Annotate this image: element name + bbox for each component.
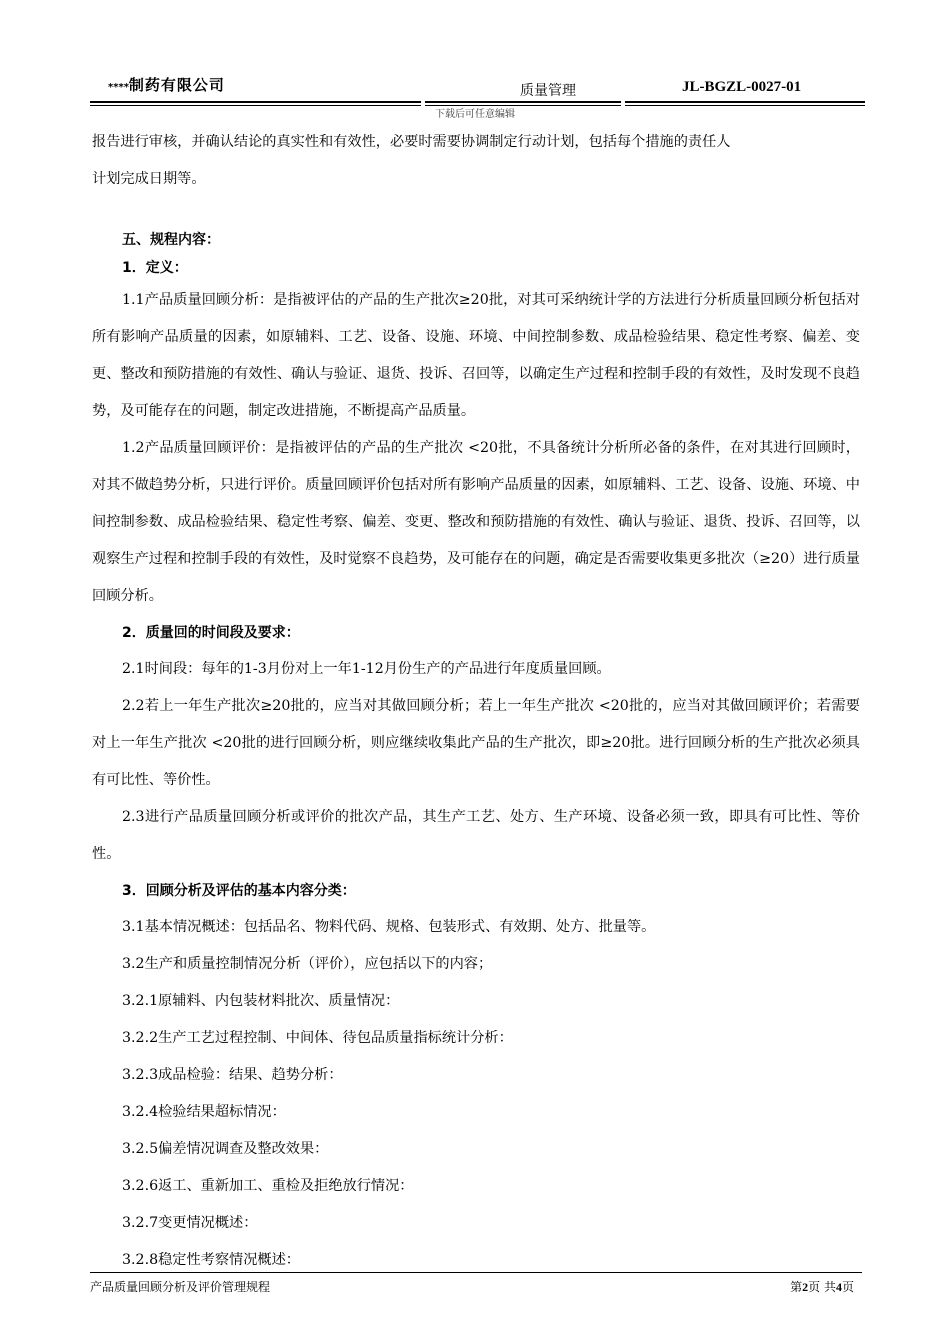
page-footer xyxy=(90,1272,862,1294)
subsection-heading: 3．回顾分析及评估的基本内容分类： xyxy=(122,883,356,899)
subsection-heading: 2．质量回的时间段及要求： xyxy=(122,625,300,641)
page-prefix: 第 xyxy=(790,1280,803,1294)
total-pages: 4 xyxy=(835,1280,842,1294)
current-page: 2 xyxy=(802,1280,809,1294)
page-header xyxy=(90,70,865,110)
page-number xyxy=(790,1278,854,1295)
edit-note: 下载后可任意编辑 xyxy=(435,109,515,120)
list-item: 3.2.1原辅料、内包装材料批次、质量情况： xyxy=(122,993,400,1009)
intro-line: 报告进行审核，并确认结论的真实性和有效性，必要时需要协调制定行动计划，包括每个措施的责任人 xyxy=(92,134,731,150)
header-rule xyxy=(425,101,621,103)
document-code: JL-BGZL-0027-01 xyxy=(682,79,802,95)
section-heading: 五、规程内容： xyxy=(122,232,220,248)
list-item: 3.2.7变更情况概述： xyxy=(122,1215,258,1231)
list-item: 3.1基本情况概述：包括品名、物料代码、规格、包装形式、有效期、处方、批量等。 xyxy=(122,919,656,935)
page-mid: 页 共 xyxy=(808,1280,836,1294)
document-body xyxy=(92,124,860,1279)
intro-line: 计划完成日期等。 xyxy=(92,171,206,187)
paragraph-1-2: 1.2产品质量回顾评价：是指被评估的产品的生产批次 <20批，不具备统计分析所必备的条件，在对其进行回顾时，对其不做趋势分析，只进行评价。质量回顾评价包括对所有影响产品质量的因素，如原辅料、工艺、设备、设施、环境、中间控制参数、成品检验结果、稳定性考察、偏差、变更、整改和预防措施的有效性、确认与验证、退货、投诉、召回等，以观察生产过程和控制手段的有效性，及时觉察不良趋势，及可能存在的问题，确定是否需要收集更多批次（≥20）进行质量回顾分析。 xyxy=(92,440,860,604)
paragraph-2-3: 2.3进行产品质量回顾分析或评价的批次产品，其生产工艺、处方、生产环境、设备必须一致，即具有可比性、等价性。 xyxy=(92,809,860,862)
list-item: 3.2.5偏差情况调查及整改效果： xyxy=(122,1141,329,1157)
list-item: 3.2.2生产工艺过程控制、中间体、待包品质量指标统计分析： xyxy=(122,1030,513,1046)
list-item: 3.2.3成品检验：结果、趋势分析： xyxy=(122,1067,343,1083)
paragraph-2-2: 2.2若上一年生产批次≥20批的，应当对其做回顾分析；若上一年生产批次 <20批的，应当对其做回顾评价；若需要对上一年生产批次 <20批的进行回顾分析，则应继续收集此产品的生产批次，即≥20批。进行回顾分析的生产批次必须具有可比性、等价性。 xyxy=(92,698,860,788)
footer-doc-title: 产品质量回顾分析及评价管理规程 xyxy=(90,1280,271,1294)
list-item: 3.2.6返工、重新加工、重检及拒绝放行情况： xyxy=(122,1178,414,1194)
department-label: 质量管理 xyxy=(520,83,576,99)
list-item: 3.2.8稳定性考察情况概述： xyxy=(122,1252,300,1268)
paragraph-2-1: 2.1时间段：每年的1-3月份对上一年1-12月份生产的产品进行年度质量回顾。 xyxy=(122,661,611,677)
header-rule xyxy=(625,101,865,103)
list-item: 3.2.4检验结果超标情况： xyxy=(122,1104,286,1120)
company-text: 制药有限公司 xyxy=(128,76,225,94)
header-rule xyxy=(90,101,421,103)
list-item: 3.2生产和质量控制情况分析（评价），应包括以下的内容； xyxy=(122,956,493,972)
paragraph-1-1: 1.1产品质量回顾分析：是指被评估的产品的生产批次≥20批，对其可采纳统计学的方法进行分析质量回顾分析包括对所有影响产品质量的因素，如原辅料、工艺、设备、设施、环境、中间控制参数、成品检验结果、稳定性考察、偏差、变更、整改和预防措施的有效性、确认与验证、退货、投诉、召回等，以确定生产过程和控制手段的有效性，及时发现不良趋势，及可能存在的问题，制定改进措施，不断提高产品质量。 xyxy=(92,292,860,419)
page-suffix: 页 xyxy=(841,1280,854,1294)
company-name xyxy=(108,74,225,95)
subsection-heading: 1．定义： xyxy=(122,260,188,276)
company-stars: **** xyxy=(108,82,129,93)
